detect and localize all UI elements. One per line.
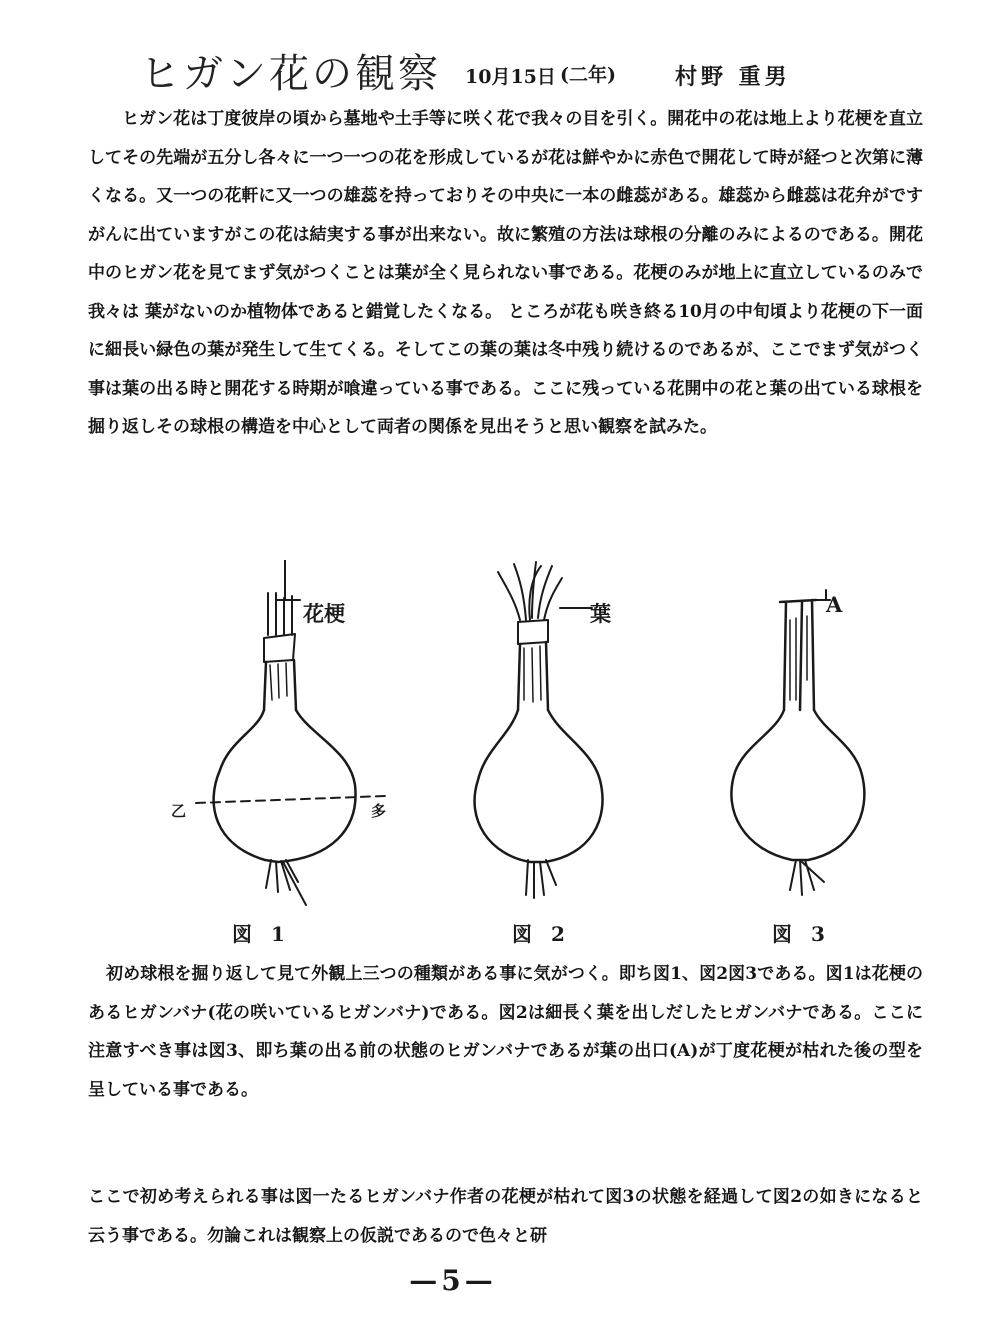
figures-area bbox=[0, 560, 1000, 960]
author-name: 村野 重男 bbox=[675, 64, 791, 90]
leaf-label: 葉 bbox=[590, 601, 611, 626]
hypothesis-paragraph: ここで初め考えられる事は図一たるヒガンバナ作者の花梗が枯れて図3の状態を経過して図2の如きになると云う事である。勿論これは観察上の仮説であるので色々と研 bbox=[88, 1187, 923, 1246]
flower-stalk-label: 花梗 bbox=[303, 601, 345, 626]
figure-3-bulb-icon bbox=[731, 590, 864, 895]
figure-2-bulb-icon bbox=[475, 562, 603, 898]
section-left-mark: 乙 bbox=[171, 802, 187, 820]
figure-3-caption: 図 3 bbox=[772, 922, 831, 946]
observation-paragraph: 初め球根を掘り返して見て外観上三つの種類がある事に気がつく。即ち図1、図2図3である。図1は花梗のあるヒガンバナ(花の咲いているヒガンバナ)である。図2は細長く葉を出しだしたヒガンバナである。ここに注意すべき事は図3、即ち葉の出る前の状態のヒガンバナであるが葉の出口(A)が丁度花梗が枯れた後の型を呈している事である。 bbox=[88, 964, 923, 1100]
figure-1-caption: 図 1 bbox=[232, 922, 291, 946]
bulb-illustrations bbox=[0, 560, 1000, 960]
page-number: —5— bbox=[409, 1264, 497, 1297]
figure-2-caption: 図 2 bbox=[512, 922, 571, 946]
section-right-mark: 多 bbox=[371, 802, 387, 820]
page-title: ヒガン花の観察 bbox=[140, 51, 441, 97]
opening-a-label: A bbox=[826, 592, 843, 617]
figure-1-bulb-icon bbox=[196, 560, 385, 905]
date-label: 10月15日 bbox=[465, 66, 556, 88]
header bbox=[140, 42, 900, 96]
intro-paragraph: ヒガン花は丁度彼岸の頃から墓地や土手等に咲く花で我々の目を引く。開花中の花は地上より花梗を直立してその先端が五分し各々に一つ一つの花を形成しているが花は鮮やかに赤色で開花して時が経つと次第に薄くなる。又一つの花軒に又一つの雄蕊を持っておりその中央に一本の雌蕊がある。雄蕊から雌蕊は花弁がですがんに出ていますがこの花は結実する事が出来ない。故に繁殖の方法は球根の分離のみによるのである。開花中のヒガン花を見てまず気がつくことは葉が全く見られない事である。花梗のみが地上に直立しているのみで我々は 葉がないのか植物体であると錯覚したくなる。 ところが花も咲き終る10月の中旬頃より花梗の下一面に細長い緑色の葉が発生して生てくる。そしてこの葉の葉は冬中残り続けるのであるが、ここでまず気がつく事は葉の出る時と開花する時期が喰違っている事である。ここに残っている花開中の花と葉の出ている球根を掘り返しその球根の構造を中心として両者の関係を見出そうと思い観察を試みた。 bbox=[88, 109, 923, 437]
grade-label: (二年) bbox=[560, 64, 616, 86]
